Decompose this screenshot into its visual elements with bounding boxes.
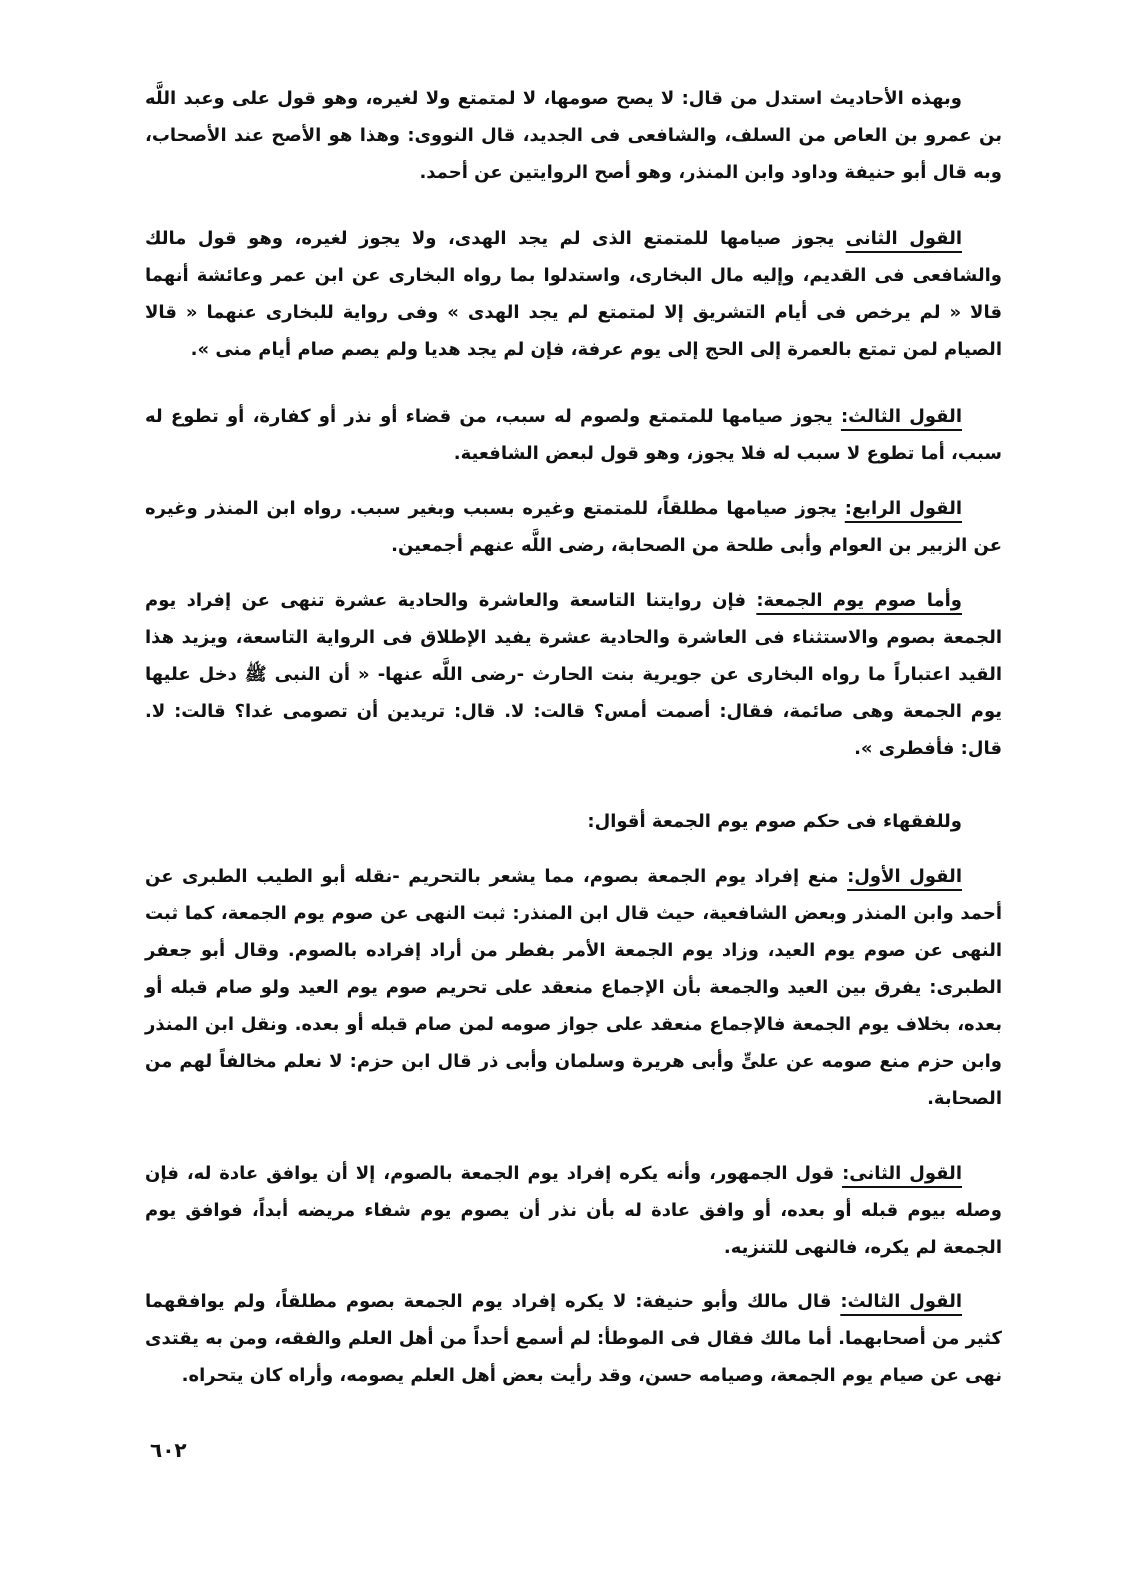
paragraph-heading: القول الثانى <box>845 228 962 249</box>
paragraph-heading: وأما صوم يوم الجمعة: <box>756 590 962 611</box>
paragraph-5 <box>145 582 1002 767</box>
paragraph-heading: القول الثالث: <box>840 406 962 427</box>
paragraph-text: وللفقهاء فى حكم صوم يوم الجمعة أقوال: <box>587 811 962 832</box>
paragraph-text: يجوز صيامها للمتمتع ولصوم له سبب، من قضاء أو نذر أو كفارة، أو تطوع له سبب، أما تطوع لا سبب له فلا يجوز، وهو قول لبعض الشافعية. <box>145 406 1002 464</box>
paragraph-3 <box>145 398 1002 472</box>
paragraph-8 <box>145 1155 1002 1266</box>
paragraph-1 <box>145 80 1002 191</box>
paragraph-text: منع إفراد يوم الجمعة بصوم، مما يشعر بالتحريم -نقله أبو الطيب الطبرى عن أحمد وابن المنذر وبعض الشافعية، حيث قال ابن المنذر: ثبت النهى عن صوم يوم الجمعة، كما ثبت النهى عن صوم يوم العيد، وزاد يوم الجمعة الأمر بفطر من أراد إفراده بالصوم. وقال أبو جعفر الطبرى: يفرق بين العيد والجمعة بأن الإجماع منعقد على تحريم صوم يوم العيد ولو صام قبله أو بعده، بخلاف يوم الجمعة فالإجماع منعقد على جواز صومه لمن صام قبله أو بعده. ونقل ابن المنذر وابن حزم منع صومه عن علىٍّ وأبى هريرة وسلمان وأبى ذر قال ابن حزم: لا نعلم مخالفاً لهم من الصحابة. <box>145 866 1002 1109</box>
paragraph-text: وبهذه الأحاديث استدل من قال: لا يصح صومها، لا لمتمتع ولا لغيره، وهو قول على وعبد اللَّه بن عمرو بن العاص من السلف، والشافعى فى الجديد، قال النووى: وهذا هو الأصح عند الأصحاب، وبه قال أبو حنيفة وداود وابن المنذر، وهو أصح الروايتين عن أحمد. <box>145 88 1002 183</box>
paragraph-4 <box>145 490 1002 564</box>
paragraph-text: فإن روايتنا التاسعة والعاشرة والحادية عشرة تنهى عن إفراد يوم الجمعة بصوم والاستثناء فى العاشرة والحادية عشرة يفيد الإطلاق فى الرواية التاسعة، ويزيد هذا القيد اعتباراً ما رواه البخارى عن جويرية بنت الحارث -رضى اللَّه عنها- « أن النبى ﷺ دخل عليها يوم الجمعة وهى صائمة، فقال: أصمت أمس؟ قالت: لا. قال: تريدين أن تصومى غدا؟ قالت: لا. قال: فأفطرى ». <box>145 590 1002 759</box>
paragraph-9 <box>145 1283 1002 1394</box>
paragraph-heading: القول الثانى: <box>842 1163 962 1184</box>
paragraph-7 <box>145 858 1002 1117</box>
paragraph-heading: القول الرابع: <box>844 498 962 519</box>
paragraph-6 <box>145 803 1002 840</box>
paragraph-text: قول الجمهور، وأنه يكره إفراد يوم الجمعة بالصوم، إلا أن يوافق عادة له، فإن وصله بيوم قبله أو بعده، أو وافق عادة له بأن نذر أن يصوم يوم شفاء مريضه أبداً، فوافق يوم الجمعة لم يكره، فالنهى للتنزيه. <box>145 1163 1002 1258</box>
paragraph-heading: القول الأول: <box>847 866 962 887</box>
paragraph-text: يجوز صيامها مطلقاً، للمتمتع وغيره بسبب وبغير سبب. رواه ابن المنذر وغيره عن الزبير بن العوام وأبى طلحة من الصحابة، رضى اللَّه عنهم أجمعين. <box>145 498 1002 556</box>
page-number: ٦٠٢ <box>150 1438 187 1462</box>
paragraph-text: يجوز صيامها للمتمتع الذى لم يجد الهدى، ولا يجوز لغيره، وهو قول مالك والشافعى فى القديم، وإليه مال البخارى، واستدلوا بما رواه البخارى عن ابن عمر وعائشة أنهما قالا « لم يرخص فى أيام التشريق إلا لمتمتع لم يجد الهدى » وفى رواية للبخارى عنهما « قالا الصيام لمن تمتع بالعمرة إلى الحج إلى يوم عرفة، فإن لم يجد هديا ولم يصم صام أيام منى ». <box>145 228 1002 360</box>
paragraph-text: قال مالك وأبو حنيفة: لا يكره إفراد يوم الجمعة بصوم مطلقاً، ولم يوافقهما كثير من أصحابهما. أما مالك فقال فى الموطأ: لم أسمع أحداً من أهل العلم والفقه، ومن به يقتدى نهى عن صيام يوم الجمعة، وصيامه حسن، وقد رأيت بعض أهل العلم يصومه، وأراه كان يتحراه. <box>144 1291 1002 1386</box>
paragraph-heading: القول الثالث: <box>840 1291 962 1312</box>
paragraph-2 <box>145 220 1002 368</box>
